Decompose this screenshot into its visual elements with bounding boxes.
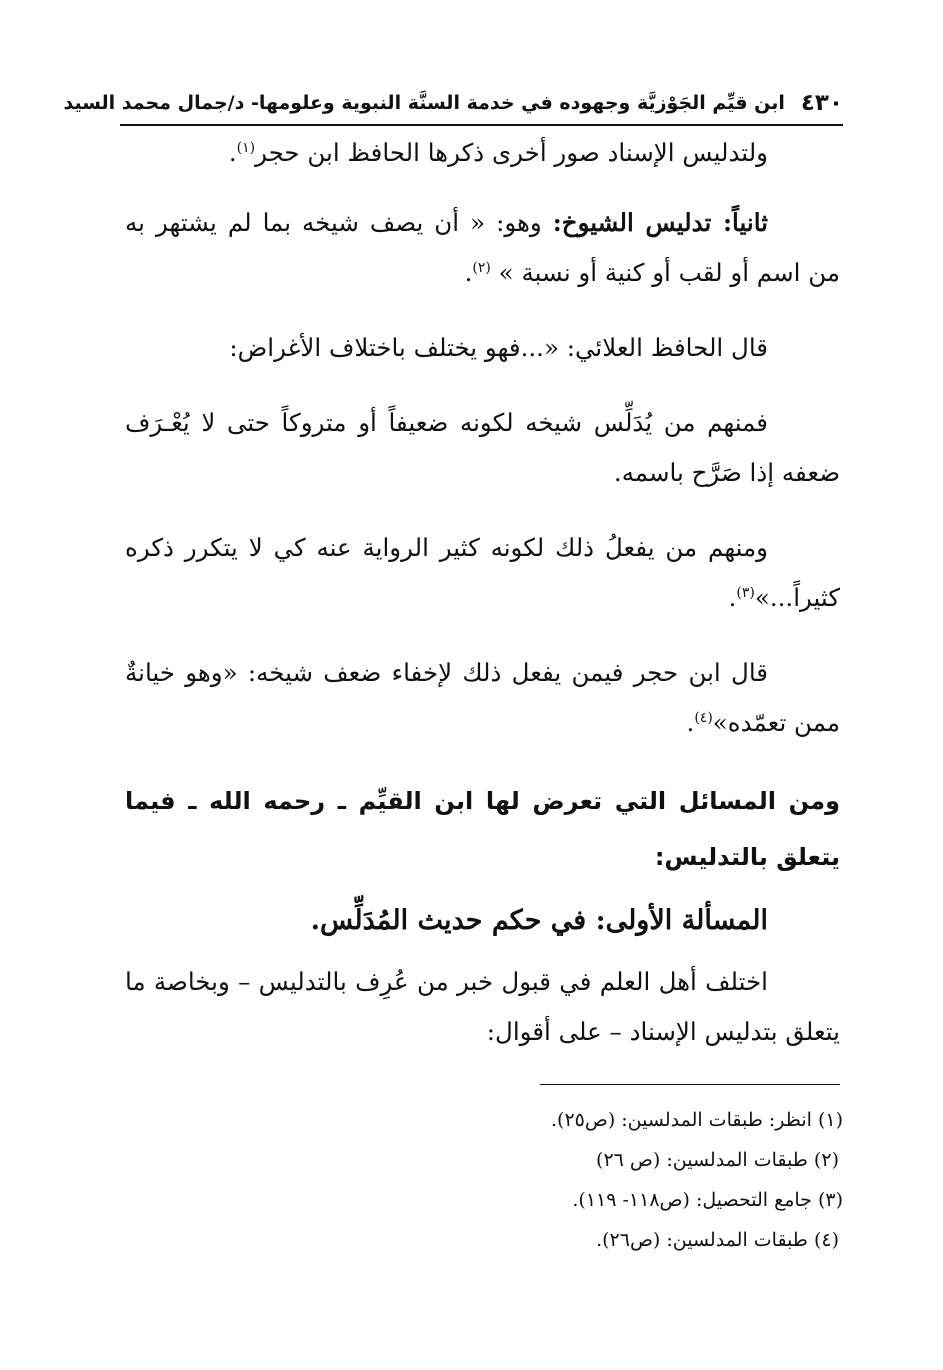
footnote-rule — [540, 1084, 840, 1085]
paragraph-5: ومنهم من يفعلُ ذلك لكونه كثير الرواية عنه كي لا يتكرر ذكره كثيراً...»$^{(٣)}$. — [125, 533, 840, 612]
footnote-ref-3: (٣) — [736, 584, 755, 601]
running-header — [63, 82, 843, 124]
main-text — [125, 128, 840, 1082]
subsection-heading: المسألة الأولى: في حكم حديث المُدَلِّس. — [310, 905, 768, 936]
footnote-ref-4: (٤) — [694, 709, 713, 726]
footnote-4: (٤) طبقات المدلسين: (ص٢٦). — [596, 1229, 839, 1251]
footnotes — [300, 1100, 843, 1260]
section-label: ثانياً: تدليس الشيوخ: — [552, 208, 768, 237]
paragraph-6: قال ابن حجر فيمن يفعل ذلك لإخفاء ضعف شيخه: «وهو خيانةٌ ممن تعمّده»$^{(٤)}$. — [125, 658, 840, 737]
paragraph-last: اختلف أهل العلم في قبول خبر من عُرِف بالتدليس – وبخاصة ما يتعلق بتدليس الإسناد – على أقوال: — [125, 967, 840, 1046]
header-rule — [120, 124, 843, 126]
paragraph-1: ولتدليس الإسناد صور أخرى ذكرها الحافظ ابن حجر$^{(١)}$. — [228, 138, 768, 167]
footnote-ref-2: (٢) — [472, 259, 491, 276]
paragraph-2: ثانياً: تدليس الشيوخ: وهو: « أن يصف شيخه بما لم يشتهر به من اسم أو لقب أو كنية أو نسبة » $^{(٢)}$. — [125, 208, 840, 287]
paragraph-3: قال الحافظ العلائي: «...فهو يختلف باختلاف الأغراض: — [229, 333, 768, 362]
page-number: ٤٣٠ — [800, 90, 843, 116]
footnote-2: (٢) طبقات المدلسين: (ص ٢٦) — [596, 1149, 839, 1171]
footnote-1: (١) انظر: طبقات المدلسين: (ص٢٥). — [550, 1109, 843, 1131]
footnote-3: (٣) جامع التحصيل: (ص١١٨- ١١٩). — [572, 1189, 843, 1211]
running-title: ابن قيِّم الجَوْزيَّة وجهوده في خدمة السنَّة النبوية وعلومها- د/جمال محمد السيد — [63, 92, 785, 114]
paragraph-4: فمنهم من يُدَلِّس شيخه لكونه ضعيفاً أو متروكاً حتى لا يُعْـرَف ضعفه إذا صَرَّح باسمه. — [125, 408, 840, 487]
footnote-ref-1: (١) — [236, 139, 256, 156]
section-heading: ومن المسائل التي تعرض لها ابن القيِّم ـ رحمه الله ـ فيما يتعلق بالتدليس: — [125, 787, 840, 871]
